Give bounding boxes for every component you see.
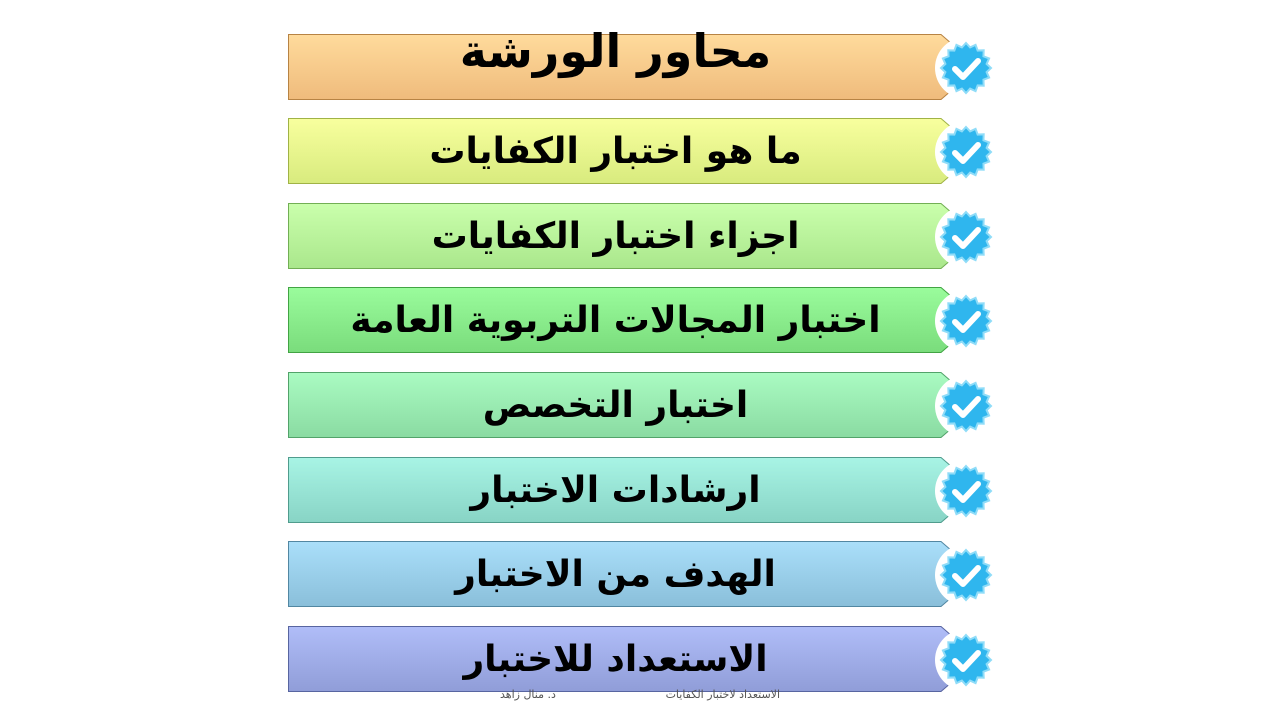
list-item-1 [288, 118, 998, 186]
list-item-4 [288, 372, 998, 440]
list-item-3 [288, 287, 998, 355]
list-item-label: اجزاء اختبار الكفايات [431, 215, 800, 257]
check-badge-icon [934, 374, 998, 438]
check-badge-icon [934, 543, 998, 607]
list-item-label: ما هو اختبار الكفايات [429, 130, 802, 172]
list-item-2 [288, 203, 998, 271]
footer-author: د. منال زاهد [500, 688, 556, 701]
slide-footer [500, 688, 780, 704]
footer-title: الاستعداد لاختبار الكفايات [665, 688, 780, 701]
check-badge-icon [934, 36, 998, 100]
check-badge-icon [934, 120, 998, 184]
list-item-label: الهدف من الاختبار [455, 553, 776, 595]
list-item-label: اختبار المجالات التربوية العامة [350, 299, 881, 341]
slide-title: محاور الورشة [459, 24, 772, 78]
list-item-7 [288, 626, 998, 694]
list-item-label: ارشادات الاختبار [470, 469, 761, 511]
title-banner [288, 24, 998, 102]
check-badge-icon [934, 459, 998, 523]
check-badge-icon [934, 628, 998, 692]
check-badge-icon [934, 289, 998, 353]
check-badge-icon [934, 205, 998, 269]
list-item-label: اختبار التخصص [482, 384, 749, 426]
list-item-6 [288, 541, 998, 609]
list-item-label: الاستعداد للاختبار [463, 638, 768, 680]
list-item-5 [288, 457, 998, 525]
